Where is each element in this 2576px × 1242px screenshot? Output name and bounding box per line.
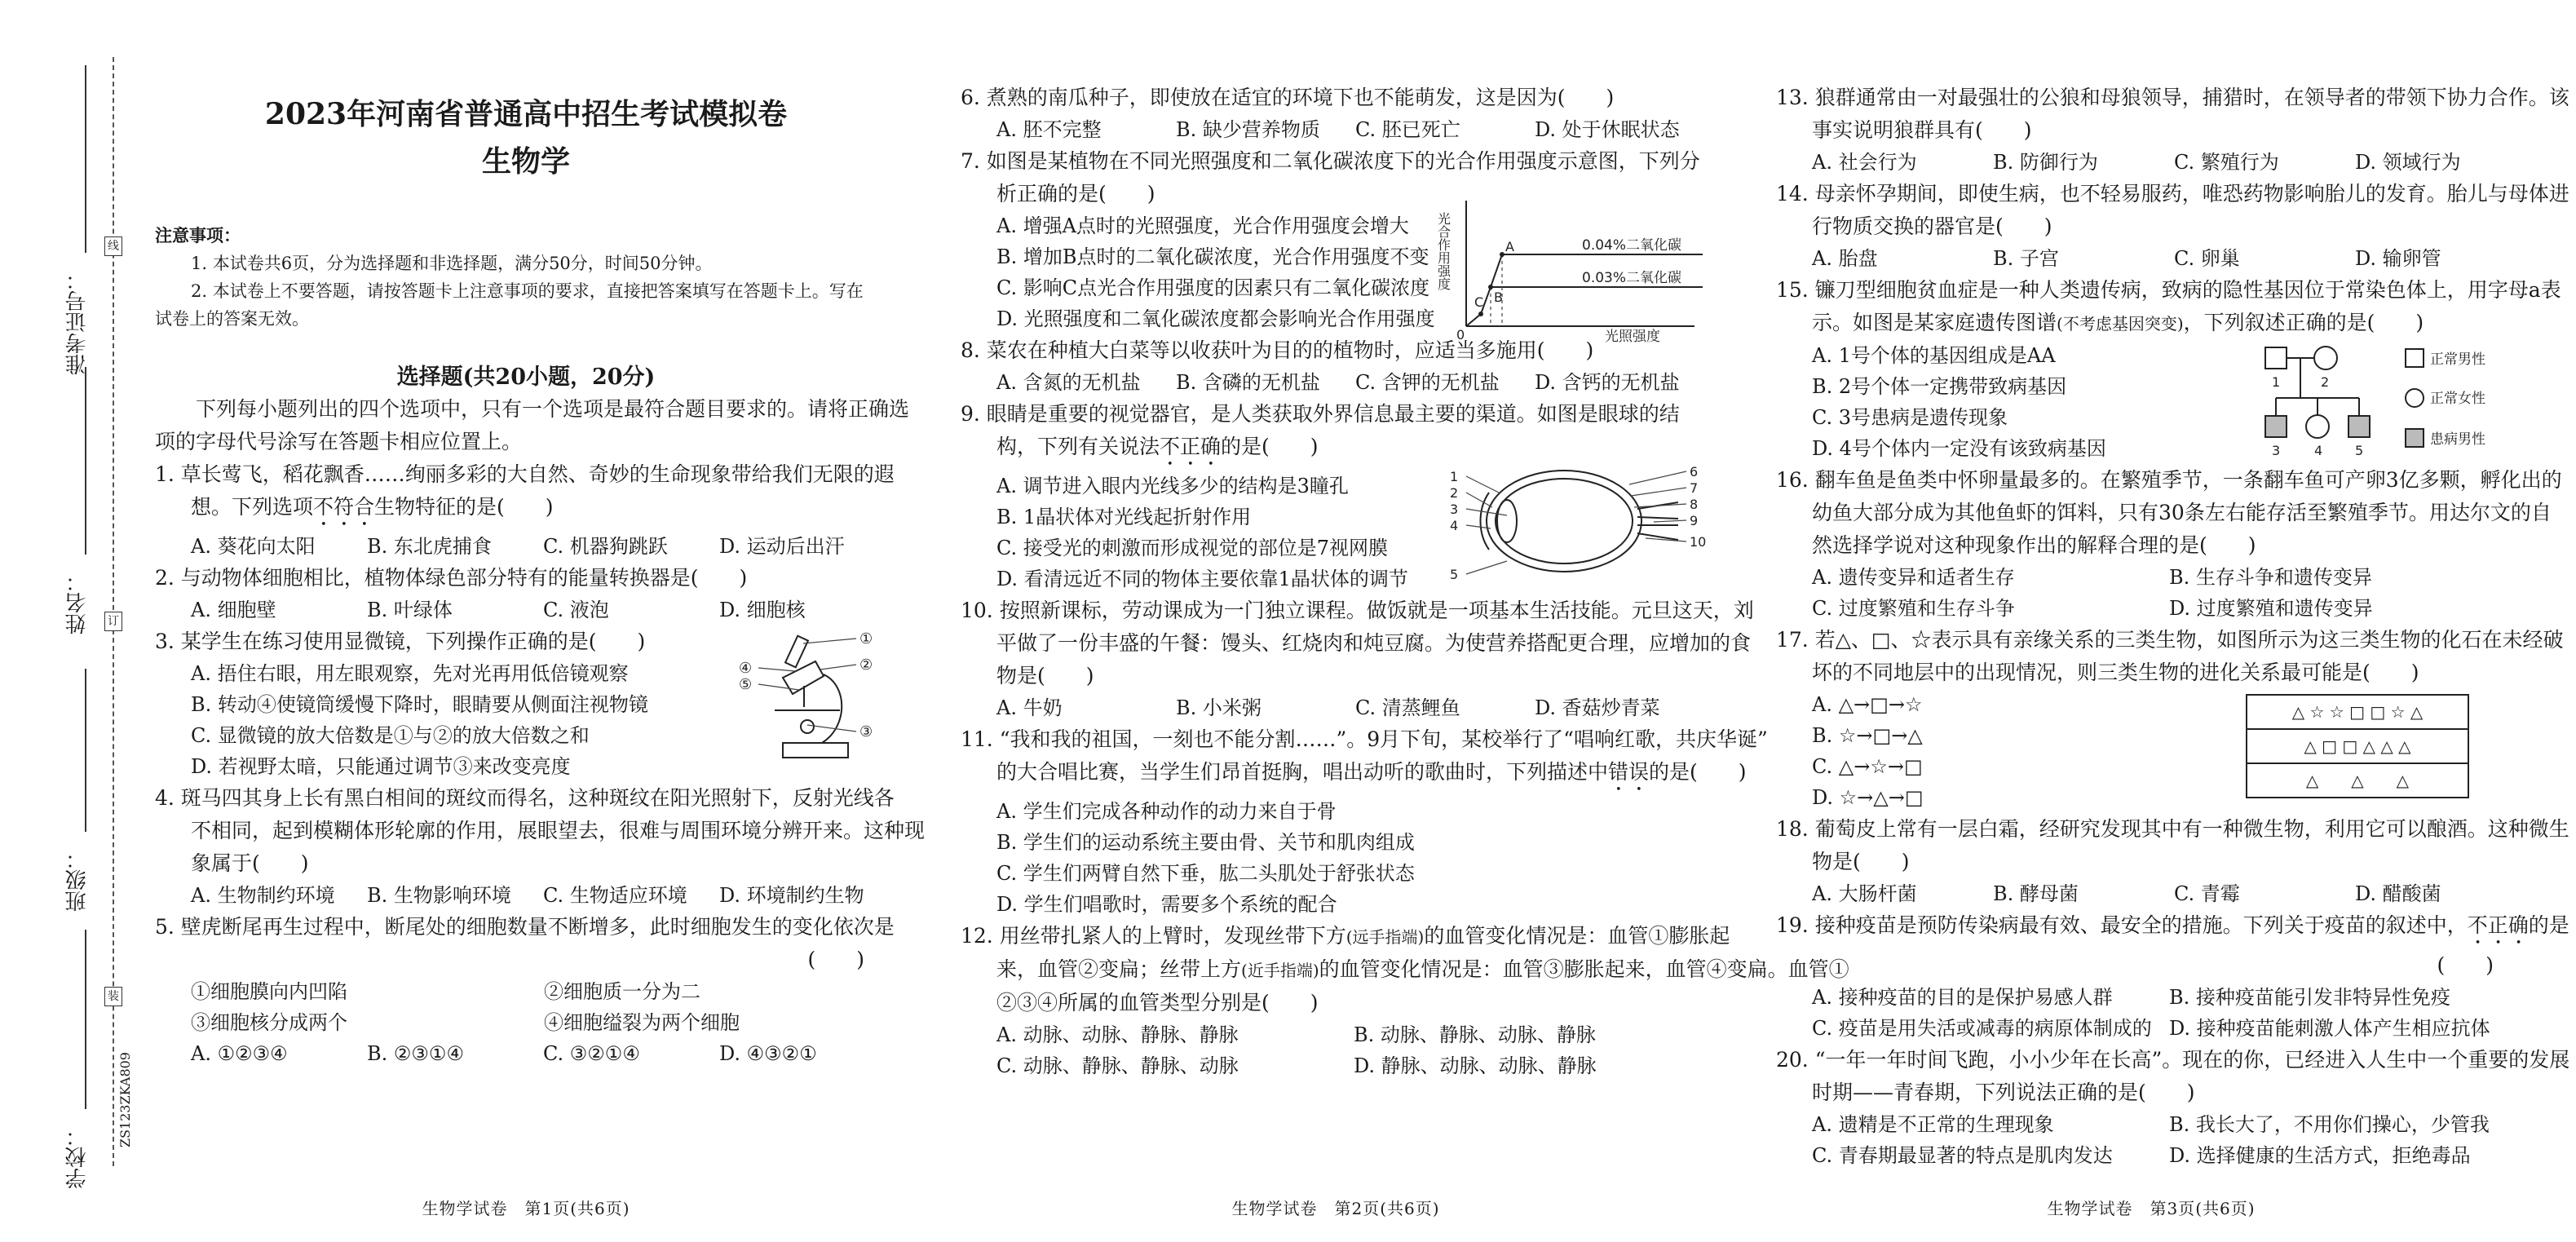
option-a: A. 葵花向太阳 xyxy=(191,535,316,558)
option-a: A. 胚不完整 xyxy=(996,118,1102,141)
question-20-stem-cont: 时期——青春期，下列说法正确的是( ) xyxy=(1812,1081,2195,1104)
question-7-stem-cont: 析正确的是( ) xyxy=(996,182,1155,206)
series-003-label: 0.03%二氧化碳 xyxy=(1582,270,1682,286)
eye-label-1: 1 xyxy=(1450,469,1459,484)
option-b: B. 动脉、静脉、动脉、静脉 xyxy=(1354,1023,1596,1046)
question-20-options xyxy=(1776,1109,2526,1171)
question-13-stem-cont: 事实说明狼群具有( ) xyxy=(1812,118,2032,142)
questions-p1 xyxy=(155,393,926,1069)
question-17-stem-cont: 坏的不同地层中的出现情况，则三类生物的进化关系最可能是( ) xyxy=(1812,661,2419,684)
question-16-stem-cont: 然选择学说对这种现象作出的解释合理的是( ) xyxy=(1812,533,2256,557)
option-c: C. 3号患病是遗传现象 xyxy=(1812,406,2008,429)
point-c-label: C xyxy=(1474,294,1484,310)
page-footer-1: 生物学试卷 第1页(共6页) xyxy=(422,1199,630,1218)
notice-heading: 注意事项： xyxy=(155,225,241,245)
stem-text: 的大合唱比赛，当学生们昂首挺胸，唱出动听的歌曲时，下列描述中 xyxy=(996,760,1609,784)
origin-label: 0 xyxy=(1456,327,1465,343)
question-6-stem: 6. 煮熟的南瓜种子，即使放在适宜的环境下也不能萌发，这是因为( ) xyxy=(961,86,1615,109)
stem-text: 想。下列选项 xyxy=(191,495,314,519)
option-a: A. 遗传变异和适者生存 xyxy=(1812,566,2015,589)
stem-text: 的血管变化情况是：血管①膨胀起 xyxy=(1424,924,1730,948)
stem-text: 的血管变化情况是：血管③膨胀起来，血管④变扁。血管① xyxy=(1319,957,1849,981)
stem-text: 来，血管②变扁；丝带上方 xyxy=(996,957,1242,981)
emphasis-text: 错误 xyxy=(1608,760,1650,784)
question-18-stem: 18. 葡萄皮上常有一层白霜，经研究发现其中有一种微生物，利用它可以酿酒。这种微生 xyxy=(1776,817,2569,841)
option-a: A. 学生们完成各种动作的动力来自于骨 xyxy=(996,800,1337,823)
option-b: B. 1晶状体对光线起折射作用 xyxy=(996,506,1252,528)
option-d: D. 领域行为 xyxy=(2355,151,2461,174)
question-8-options xyxy=(961,367,1711,398)
option-b: B. 生物影响环境 xyxy=(367,884,511,907)
option-b: B. 含磷的无机盐 xyxy=(1176,371,1320,394)
question-9-stem: 9. 眼睛是重要的视觉器官，是人类获取外界信息最主要的渠道。如图是眼球的结 xyxy=(961,402,1680,426)
stratum-middle: △ □ □ △ △ △ xyxy=(2247,730,2468,764)
pedigree-num-2: 2 xyxy=(2321,374,2330,390)
step-3: ③细胞核分成两个 xyxy=(191,1011,347,1034)
question-14-options xyxy=(1776,243,2526,274)
legend-normal-male: 正常男性 xyxy=(2430,351,2485,368)
questions-p3 xyxy=(1776,82,2570,1171)
option-c: C. 繁殖行为 xyxy=(2174,151,2279,174)
exam-number-line xyxy=(85,65,86,253)
question-19-paren: ( ) xyxy=(2437,953,2494,977)
question-6-options xyxy=(961,114,1711,145)
point-a xyxy=(1500,252,1505,257)
pedigree-affected-3 xyxy=(2265,416,2287,437)
option-a: A. 牛奶 xyxy=(996,696,1063,719)
notice-item-1: 1. 本试卷共6页，分为选择题和非选择题，满分50分，时间50分钟。 xyxy=(191,254,713,273)
y-axis-label: 光合作用强度 xyxy=(1435,212,1451,290)
subject-title: 生物学 xyxy=(481,144,570,179)
option-d: D. 看清远近不同的物体主要依靠1晶状体的调节 xyxy=(996,568,1408,590)
name-label: 姓名： xyxy=(65,571,90,634)
option-a: A. 细胞壁 xyxy=(191,599,276,621)
microscope-label-2: ② xyxy=(859,656,873,674)
option-b: B. 小米粥 xyxy=(1176,696,1261,719)
option-c: C. 机器狗跳跃 xyxy=(543,535,668,558)
option-b: B. 缺少营养物质 xyxy=(1176,118,1320,141)
question-14-stem-cont: 行物质交换的器官是( ) xyxy=(1812,214,2052,238)
fossil-strata-figure xyxy=(2246,694,2469,798)
option-a: A. 增强A点时的光照强度，光合作用强度会增大 xyxy=(996,214,1409,237)
question-15-stem: 15. 镰刀型细胞贫血症是一种人类遗传病，致病的隐性基因位于常染色体上，用字母a表 xyxy=(1776,278,2561,302)
option-c: C. △→☆→□ xyxy=(1812,755,1923,778)
eye-label-6: 6 xyxy=(1690,464,1699,480)
pedigree-num-5: 5 xyxy=(2355,443,2364,458)
cut-mark-line: 线 xyxy=(104,236,122,256)
option-c: C. 液泡 xyxy=(543,599,609,621)
question-16-options xyxy=(1776,562,2526,624)
question-13-stem: 13. 狼群通常由一对最强壮的公狼和母狼领导，捕猎时，在领导者的带领下协力合作。该 xyxy=(1776,86,2569,109)
stem-text: 19. 接种疫苗是预防传染病最有效、最安全的措施。下列关于疫苗的叙述中， xyxy=(1776,913,2468,937)
option-b: B. 酵母菌 xyxy=(1993,882,2079,905)
eye-diagram xyxy=(1442,460,1711,582)
question-12-stem-cont: ②③④所属的血管类型分别是( ) xyxy=(996,991,1319,1014)
stem-text: 示。如图是某家庭遗传图谱 xyxy=(1812,311,2057,334)
stratum-bottom: △ △ △ xyxy=(2305,771,2410,790)
stem-text: 生物特征的是( ) xyxy=(374,495,554,519)
question-17-stem: 17. 若△、□、☆表示具有亲缘关系的三类生物，如图所示为这三类生物的化石在未经破 xyxy=(1776,628,2564,652)
option-a: A. 捂住右眼，用左眼观察，先对光再用低倍镜观察 xyxy=(191,662,629,685)
option-b: B. 防御行为 xyxy=(1993,151,2098,174)
eye-label-7: 7 xyxy=(1690,480,1699,496)
option-d: D. ☆→△→□ xyxy=(1812,786,1924,809)
question-13-options xyxy=(1776,147,2526,178)
legend-normal-female: 正常女性 xyxy=(2430,391,2485,407)
step-4: ④细胞缢裂为两个细胞 xyxy=(544,1011,740,1034)
option-a: A. 胎盘 xyxy=(1812,247,1878,270)
question-12-options xyxy=(961,1019,1711,1081)
stratum-top: △ ☆ ☆ □ □ ☆ △ xyxy=(2247,696,2468,730)
question-11-stem-cont xyxy=(961,756,1747,796)
pedigree-female-4 xyxy=(2306,415,2329,438)
question-2-options xyxy=(155,594,897,625)
question-4-stem-cont: 象属于( ) xyxy=(191,851,309,875)
option-a: A. △→□→☆ xyxy=(1812,693,1923,716)
option-c: C. 接受光的刺激而形成视觉的部位是7视网膜 xyxy=(996,537,1389,559)
point-b xyxy=(1488,285,1493,290)
section-intro: 下列每小题列出的四个选项中，只有一个选项是最符合题目要求的。请将正确选 xyxy=(196,397,910,421)
question-15 xyxy=(1776,274,2561,464)
option-d: D. 醋酸菌 xyxy=(2355,882,2441,905)
option-d: D. 细胞核 xyxy=(719,599,806,621)
stem-text: 构，下列有关说法 xyxy=(996,435,1160,458)
eye-label-10: 10 xyxy=(1690,534,1707,550)
question-2-stem: 2. 与动物体细胞相比，植物体绿色部分特有的能量转换器是( ) xyxy=(155,566,748,590)
pedigree-chart xyxy=(2233,341,2526,463)
question-7-stem: 7. 如图是某植物在不同光照强度和二氧化碳浓度下的光合作用强度示意图，下列分 xyxy=(961,149,1700,173)
stem-text: 的是( ) xyxy=(1649,760,1747,784)
option-c: C. 动脉、静脉、静脉、动脉 xyxy=(996,1054,1239,1077)
question-15-stem-cont xyxy=(1776,307,2526,340)
eye-label-3: 3 xyxy=(1450,502,1459,517)
question-5-options xyxy=(155,1038,897,1069)
pedigree-female-2 xyxy=(2314,347,2337,369)
point-a-label: A xyxy=(1505,239,1514,254)
option-d: D. 接种疫苗能刺激人体产生相应抗体 xyxy=(2169,1017,2490,1040)
question-4-stem-cont: 不相同，起到模糊体形轮廓的作用，展眼望去，很难与周围环境分辨开来。这种现 xyxy=(191,819,926,842)
option-c: C. 疫苗是用失活或减毒的病原体制成的 xyxy=(1812,1017,2152,1040)
question-14-stem: 14. 母亲怀孕期间，即使生病，也不轻易服药，唯恐药物影响胎儿的发育。胎儿与母体进 xyxy=(1776,182,2569,206)
emphasis-text: 不符合 xyxy=(313,495,375,519)
x-axis-label: 光照强度 xyxy=(1605,329,1660,343)
option-d: D. 处于休眠状态 xyxy=(1535,118,1680,141)
option-d: D. 香菇炒青菜 xyxy=(1535,696,1660,719)
legend-affected-male: 患病男性 xyxy=(2430,431,2485,448)
question-11-stem: 11. “我和我的祖国，一刻也不能分割……”。9月下旬，某校举行了“唱响红歌，共庆华诞” xyxy=(961,727,1768,751)
option-b: B. 增加B点时的二氧化碳浓度，光合作用强度不变 xyxy=(996,245,1429,268)
section-intro-cont: 项的字母代号涂写在答题卡相应位置上。 xyxy=(155,430,523,453)
page-1 xyxy=(155,0,926,1242)
option-d: D. 光照强度和二氧化碳浓度都会影响光合作用强度 xyxy=(996,307,1435,330)
option-b: B. 转动④使镜筒缓慢下降时，眼睛要从侧面注视物镜 xyxy=(191,693,648,716)
option-b: B. 接种疫苗能引发非特异性免疫 xyxy=(2169,986,2450,1009)
microscope-figure xyxy=(726,629,889,767)
question-16-stem: 16. 翻车鱼是鱼类中怀卵量最多的。在繁殖季节，一条翻车鱼可产卵3亿多颗，孵化出的 xyxy=(1776,468,2562,492)
option-d: D. 环境制约生物 xyxy=(719,884,864,907)
option-d: D. ④③②① xyxy=(719,1042,817,1065)
point-b-label: B xyxy=(1494,290,1503,305)
stem-text: 的是 xyxy=(2528,913,2569,937)
page-footer-2: 生物学试卷 第2页(共6页) xyxy=(1231,1199,1440,1218)
series-004-label: 0.04%二氧化碳 xyxy=(1582,237,1682,254)
option-a: A. 调节进入眼内光线多少的结构是3瞳孔 xyxy=(996,475,1349,497)
question-1-options xyxy=(155,531,897,562)
question-1-stem-cont xyxy=(155,491,897,531)
class-line xyxy=(85,669,86,832)
option-d: D. 含钙的无机盐 xyxy=(1535,371,1680,394)
pedigree-male-1 xyxy=(2265,347,2287,369)
step-2: ②细胞质一分为二 xyxy=(544,980,700,1003)
class-label: 班级： xyxy=(65,848,90,912)
question-10-stem-cont: 物是( ) xyxy=(996,664,1094,687)
stem-text: 的是( ) xyxy=(1221,435,1319,458)
paper-code: ZS123ZKA809 xyxy=(117,1052,133,1148)
eye-label-9: 9 xyxy=(1690,513,1699,528)
binding-strip xyxy=(57,0,139,1242)
option-a: A. 遗精是不正常的生理现象 xyxy=(1812,1113,2054,1136)
question-4-options xyxy=(155,880,897,911)
emphasis-text: 不正确 xyxy=(1160,435,1222,458)
option-a: A. ①②③④ xyxy=(191,1042,288,1065)
option-c: C. 学生们两臂自然下垂，肱二头肌处于舒张状态 xyxy=(996,862,1415,885)
question-5-steps xyxy=(155,976,897,1038)
question-19-stem xyxy=(1776,909,2569,949)
notice-block xyxy=(155,222,897,333)
question-9 xyxy=(961,398,1711,594)
step-1: ①细胞膜向内凹陷 xyxy=(191,980,347,1003)
stem-note: (远手指端) xyxy=(1345,927,1425,947)
microscope-label-3: ③ xyxy=(859,723,873,740)
option-b: B. 东北虎捕食 xyxy=(367,535,492,558)
emphasis-text: 不正确 xyxy=(2467,913,2529,937)
option-d: D. 若视野太暗，只能通过调节③来改变亮度 xyxy=(191,755,571,778)
question-12-stem xyxy=(961,920,1730,953)
question-10-options xyxy=(961,692,1711,723)
question-4-stem: 4. 斑马四其身上长有黑白相间的斑纹而得名，这种斑纹在阳光照射下，反射光线各 xyxy=(155,786,895,810)
notice-item-2-cont: 试卷上的答案无效。 xyxy=(155,309,309,329)
option-b: B. 学生们的运动系统主要由骨、关节和肌肉组成 xyxy=(996,831,1415,854)
question-3 xyxy=(155,625,897,782)
question-10-stem: 10. 按照新课标，劳动课成为一门独立课程。做饭就是一项基本生活技能。元旦这天，刘 xyxy=(961,599,1754,622)
eye-label-4: 4 xyxy=(1450,518,1459,533)
cut-mark-pack: 装 xyxy=(104,987,122,1006)
question-8-stem: 8. 菜农在种植大白菜等以收获叶为目的的植物时，应适当多施用( ) xyxy=(961,338,1594,362)
pedigree-num-4: 4 xyxy=(2314,443,2323,458)
question-18-stem-cont: 物是( ) xyxy=(1812,850,1910,873)
stem-note: (不考虑基因突变) xyxy=(2057,314,2184,334)
page-footer-3: 生物学试卷 第3页(共6页) xyxy=(2047,1199,2256,1218)
question-7 xyxy=(961,145,1711,343)
question-5-stem: 5. 壁虎断尾再生过程中，断尾处的细胞数量不断增多，此时细胞发生的变化依次是 xyxy=(155,915,895,939)
question-3-stem: 3. 某学生在练习使用显微镜，下列操作正确的是( ) xyxy=(155,630,646,653)
option-a: A. 生物制约环境 xyxy=(191,884,335,907)
option-b: B. 叶绿体 xyxy=(367,599,453,621)
question-5-paren: ( ) xyxy=(807,948,864,971)
option-c: C. 生物适应环境 xyxy=(543,884,687,907)
question-17 xyxy=(1776,624,2564,813)
eye-label-8: 8 xyxy=(1690,497,1699,512)
option-c: C. 显微镜的放大倍数是①与②的放大倍数之和 xyxy=(191,724,590,747)
option-a: A. 动脉、动脉、静脉、静脉 xyxy=(996,1023,1239,1046)
question-16-stem-cont: 幼鱼大部分成为其他鱼虾的饵料，只有30条左右能存活至繁殖季节。用达尔文的自 xyxy=(1812,501,2552,524)
option-d: D. 4号个体内一定没有该致病基因 xyxy=(1812,437,2106,460)
option-c: C. 影响C点光合作用强度的因素只有二氧化碳浓度 xyxy=(996,276,1430,299)
option-d: D. 运动后出汗 xyxy=(719,535,845,558)
microscope-label-1: ① xyxy=(859,630,873,648)
stem-text: ，下列叙述正确的是( ) xyxy=(2183,311,2424,334)
option-c: C. 过度繁殖和生存斗争 xyxy=(1812,597,2015,620)
microscope-label-5: ⑤ xyxy=(739,676,753,693)
point-c xyxy=(1478,312,1483,316)
option-b: B. 2号个体一定携带致病基因 xyxy=(1812,375,2067,398)
eye-label-2: 2 xyxy=(1450,485,1459,501)
photosynthesis-graph xyxy=(1434,196,1711,343)
exam-title: 2023年河南省普通高中招生考试模拟卷 xyxy=(264,97,788,131)
option-b: B. ☆→□→△ xyxy=(1812,724,1923,747)
microscope-label-4: ④ xyxy=(739,660,753,677)
question-18-options xyxy=(1776,878,2526,909)
question-1-stem: 1. 草长莺飞，稻花飘香……绚丽多彩的大自然、奇妙的生命现象带给我们无限的遐 xyxy=(155,462,895,486)
cut-mark-bind: 订 xyxy=(104,612,122,631)
pedigree-num-3: 3 xyxy=(2272,443,2281,458)
option-c: C. 清蒸鲤鱼 xyxy=(1355,696,1460,719)
stem-note: (近手指端) xyxy=(1241,961,1319,980)
option-a: A. 含氮的无机盐 xyxy=(996,371,1141,394)
option-b: B. 生存斗争和遗传变异 xyxy=(2169,566,2372,589)
option-d: D. 输卵管 xyxy=(2355,247,2441,270)
pedigree-affected-5 xyxy=(2348,416,2370,437)
option-a: A. 大肠杆菌 xyxy=(1812,882,1917,905)
option-a: A. 1号个体的基因组成是AA xyxy=(1812,344,2056,367)
option-d: D. 过度繁殖和遗传变异 xyxy=(2169,597,2373,620)
exam-number-label: 准考证号： xyxy=(65,269,90,375)
option-b: B. 子宫 xyxy=(1993,247,2059,270)
school-line xyxy=(85,930,86,1109)
option-c: C. 含钾的无机盐 xyxy=(1355,371,1500,394)
option-d: D. 学生们唱歌时，需要多个系统的配合 xyxy=(996,893,1337,916)
question-10-stem-cont: 平做了一份丰盛的午餐：馒头、红烧肉和炖豆腐。为使营养搭配更合理，应增加的食 xyxy=(996,631,1752,655)
eye-label-5: 5 xyxy=(1450,567,1459,582)
page-3 xyxy=(1776,0,2570,1242)
stem-text: 12. 用丝带扎紧人的上臂时，发现丝带下方 xyxy=(961,924,1346,948)
option-d: D. 选择健康的生活方式，拒绝毒品 xyxy=(2169,1144,2471,1167)
question-12-stem-cont xyxy=(961,953,1849,987)
question-19-options xyxy=(1776,982,2526,1044)
option-a: A. 接种疫苗的目的是保护易感人群 xyxy=(1812,986,2113,1009)
option-c: C. 青霉 xyxy=(2174,882,2240,905)
option-c: C. 卵巢 xyxy=(2174,247,2240,270)
name-line xyxy=(85,367,86,555)
school-label: 学校： xyxy=(65,1125,90,1189)
option-d: D. 静脉、动脉、动脉、静脉 xyxy=(1354,1054,1597,1077)
option-b: B. ②③①④ xyxy=(367,1042,464,1065)
question-20-stem: 20. “一年一年时间飞跑，小小少年在长高”。现在的你，已经进入人生中一个重要的发展 xyxy=(1776,1048,2570,1072)
notice-item-2: 2. 本试卷上不要答题，请按答题卡上注意事项的要求，直接把答案填写在答题卡上。写在 xyxy=(191,281,864,301)
pedigree-num-1: 1 xyxy=(2272,374,2281,390)
option-a: A. 社会行为 xyxy=(1812,151,1917,174)
section-title: 选择题(共20小题，20分) xyxy=(396,365,656,390)
option-b: B. 我长大了，不用你们操心，少管我 xyxy=(2169,1113,2490,1136)
option-c: C. 胚已死亡 xyxy=(1355,118,1460,141)
option-c: C. 青春期最显著的特点是肌肉发达 xyxy=(1812,1144,2113,1167)
option-c: C. ③②①④ xyxy=(543,1042,640,1065)
